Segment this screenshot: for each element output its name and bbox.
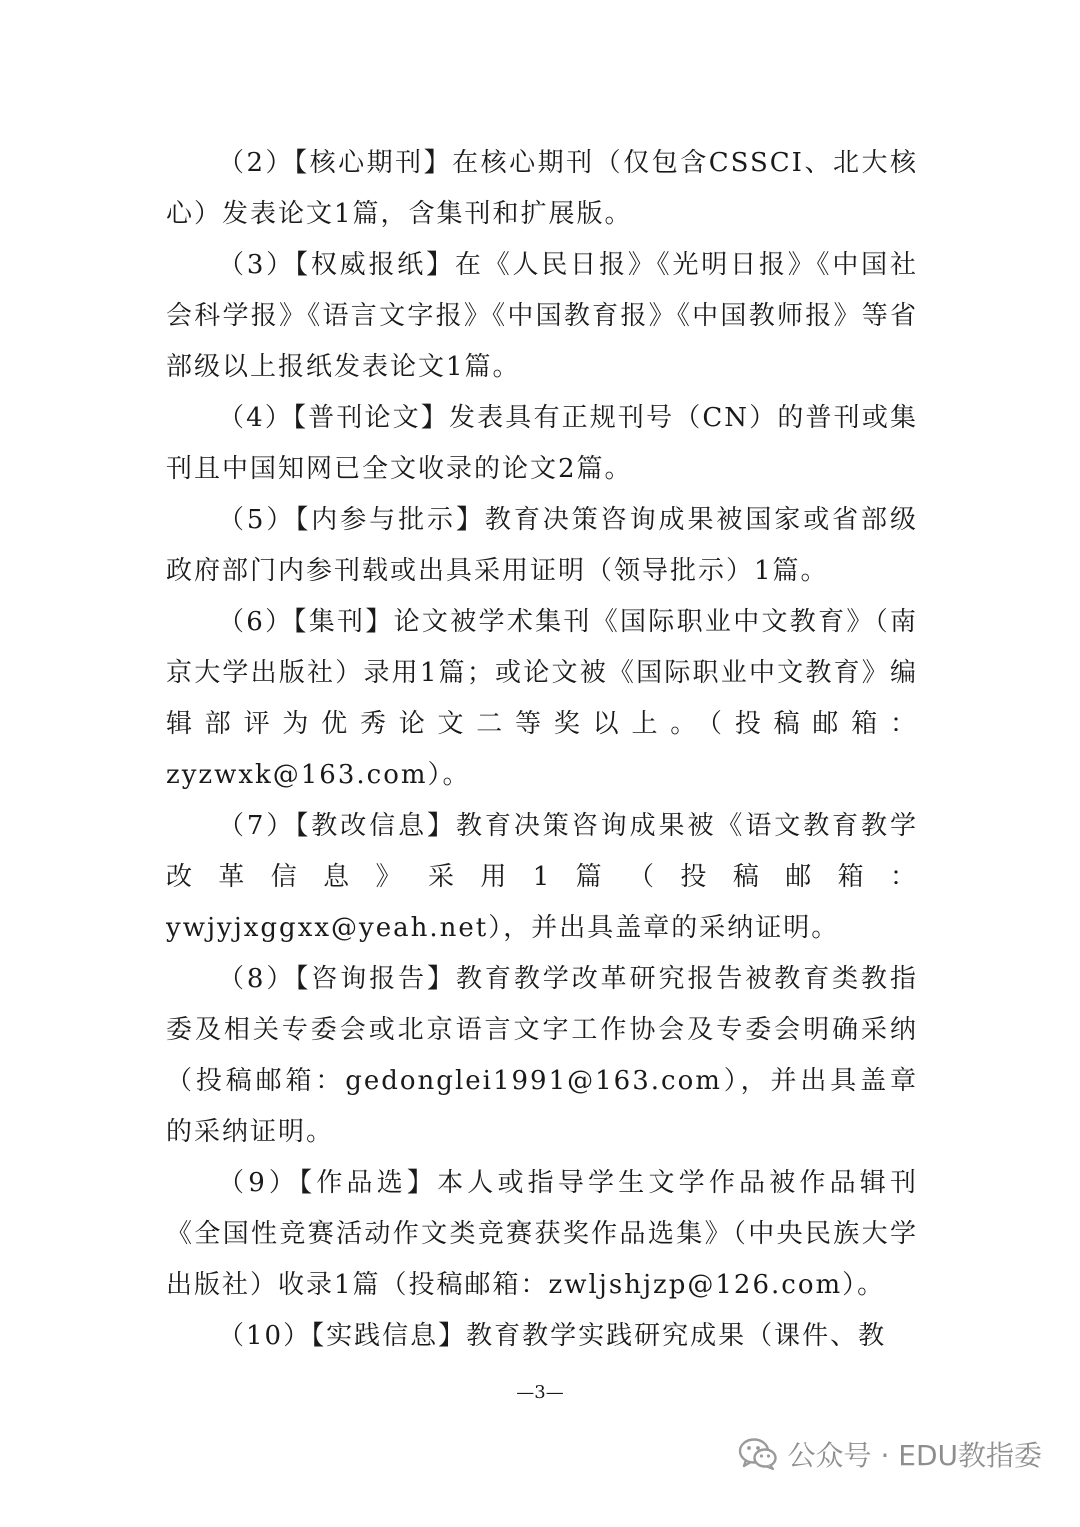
page-number: —3— bbox=[516, 1382, 564, 1403]
paragraph-item-2: （2）【核心期刊】在核心期刊（仅包含CSSCI、北大核心）发表论文1篇，含集刊和扩展版。 bbox=[166, 148, 918, 229]
paragraph-item-6: （6）【集刊】论文被学术集刊《国际职业中文教育》（南京大学出版社）录用1篇；或论文被《国际职业中文教育》编辑部评为优秀论文二等奖以上。（投稿邮箱：zyzwxk@163.com）。 bbox=[166, 607, 918, 790]
paragraph-item-3: （3）【权威报纸】在《人民日报》《光明日报》《中国社会科学报》《语言文字报》《中国教育报》《中国教师报》等省部级以上报纸发表论文1篇。 bbox=[166, 250, 918, 382]
paragraph-item-8: （8）【咨询报告】教育教学改革研究报告被教育类教指委及相关专委会或北京语言文字工作协会及专委会明确采纳（投稿邮箱：gedonglei1991@163.com），并出具盖章的采纳证明。 bbox=[166, 964, 918, 1147]
document-body bbox=[166, 138, 918, 1362]
paragraph-item-9: （9）【作品选】本人或指导学生文学作品被作品辑刊《全国性竞赛活动作文类竞赛获奖作品选集》（中央民族大学出版社）收录1篇（投稿邮箱：zwljshjzp@126.com）。 bbox=[166, 1168, 918, 1300]
watermark-text: 公众号 · EDU教指委 bbox=[787, 1439, 1042, 1472]
paragraph-item-5: （5）【内参与批示】教育决策咨询成果被国家或省部级政府部门内参刊载或出具采用证明（领导批示）1篇。 bbox=[166, 505, 918, 586]
watermark bbox=[738, 1432, 1042, 1476]
wechat-icon bbox=[738, 1437, 778, 1471]
paragraph-item-4: （4）【普刊论文】发表具有正规刊号（CN）的普刊或集刊且中国知网已全文收录的论文2篇。 bbox=[166, 403, 918, 484]
paragraph-item-7: （7）【教改信息】教育决策咨询成果被《语文教育教学改革信息》采用1篇（投稿邮箱：ywjyjxggxx@yeah.net），并出具盖章的采纳证明。 bbox=[166, 811, 918, 943]
paragraph-item-10: （10）【实践信息】教育教学实践研究成果（课件、教 bbox=[218, 1321, 887, 1351]
